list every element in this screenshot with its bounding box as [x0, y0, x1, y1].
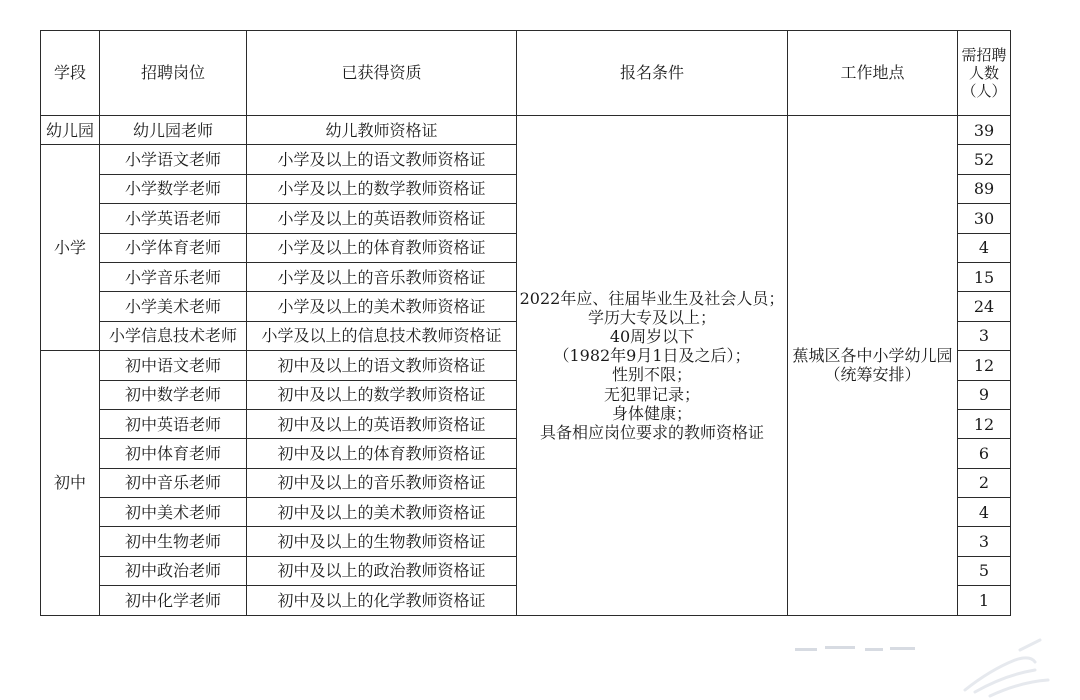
- position-cell: 初中美术老师: [100, 498, 247, 527]
- position-cell: 初中体育老师: [100, 439, 247, 468]
- watermark-logo: [790, 630, 1070, 700]
- table-body: [41, 116, 1011, 616]
- qualification-cell: 小学及以上的美术教师资格证: [247, 292, 517, 321]
- count-cell: 6: [958, 439, 1011, 468]
- position-cell: 初中英语老师: [100, 409, 247, 438]
- count-cell: 89: [958, 174, 1011, 203]
- header-need-line: （人）: [961, 82, 1007, 100]
- header-need-line: 需招聘: [961, 46, 1007, 64]
- level-cell: 幼儿园: [41, 116, 100, 145]
- header-qualification: 已获得资质: [247, 31, 517, 116]
- qualification-cell: 初中及以上的语文教师资格证: [247, 351, 517, 380]
- condition-line: 学历大专及以上；: [587, 307, 716, 327]
- count-cell: 9: [958, 380, 1011, 409]
- count-cell: 39: [958, 116, 1011, 145]
- count-cell: 3: [958, 321, 1011, 350]
- position-cell: 小学英语老师: [100, 204, 247, 233]
- condition-line: 无犯罪记录；: [603, 384, 700, 404]
- condition-line: 身体健康；: [611, 403, 692, 423]
- qualification-cell: 初中及以上的政治教师资格证: [247, 556, 517, 585]
- location-line: 蕉城区各中小学幼儿园: [792, 346, 953, 366]
- position-cell: 小学体育老师: [100, 233, 247, 262]
- count-cell: 12: [958, 351, 1011, 380]
- qualification-cell: 小学及以上的语文教师资格证: [247, 145, 517, 174]
- location-cell: [788, 116, 958, 616]
- condition-line: 40周岁以下: [609, 326, 695, 346]
- position-cell: 初中语文老师: [100, 351, 247, 380]
- header-position: 招聘岗位: [100, 31, 247, 116]
- position-cell: 初中音乐老师: [100, 468, 247, 497]
- qualification-cell: 小学及以上的音乐教师资格证: [247, 262, 517, 291]
- header-need-count: [958, 31, 1011, 116]
- qualification-cell: 幼儿教师资格证: [247, 116, 517, 145]
- table-row: [41, 116, 1011, 145]
- header-conditions: 报名条件: [517, 31, 788, 116]
- position-cell: 幼儿园老师: [100, 116, 247, 145]
- position-cell: 小学美术老师: [100, 292, 247, 321]
- level-cell: 初中: [41, 351, 100, 616]
- level-cell: 小学: [41, 145, 100, 351]
- condition-line: （1982年9月1日及之后）；: [553, 346, 751, 366]
- position-cell: 小学信息技术老师: [100, 321, 247, 350]
- count-cell: 12: [958, 409, 1011, 438]
- count-cell: 15: [958, 262, 1011, 291]
- header-location: 工作地点: [788, 31, 958, 116]
- count-cell: 30: [958, 204, 1011, 233]
- header-level: 学段: [41, 31, 100, 116]
- header-need-line: 人数: [968, 64, 999, 82]
- qualification-cell: 初中及以上的美术教师资格证: [247, 498, 517, 527]
- count-cell: 5: [958, 556, 1011, 585]
- qualification-cell: 小学及以上的体育教师资格证: [247, 233, 517, 262]
- position-cell: 初中数学老师: [100, 380, 247, 409]
- qualification-cell: 初中及以上的音乐教师资格证: [247, 468, 517, 497]
- conditions-cell: [517, 116, 788, 616]
- condition-line: 性别不限；: [611, 365, 692, 385]
- header-row: [41, 31, 1011, 116]
- position-cell: 小学音乐老师: [100, 262, 247, 291]
- qualification-cell: 初中及以上的英语教师资格证: [247, 409, 517, 438]
- qualification-cell: 小学及以上的信息技术教师资格证: [247, 321, 517, 350]
- qualification-cell: 初中及以上的生物教师资格证: [247, 527, 517, 556]
- count-cell: 24: [958, 292, 1011, 321]
- count-cell: 3: [958, 527, 1011, 556]
- position-cell: 初中化学老师: [100, 586, 247, 615]
- location-line: （统筹安排）: [824, 365, 921, 385]
- condition-line: 2022年应、往届毕业生及社会人员；: [519, 288, 785, 308]
- qualification-cell: 小学及以上的数学教师资格证: [247, 174, 517, 203]
- position-cell: 初中政治老师: [100, 556, 247, 585]
- position-cell: 小学语文老师: [100, 145, 247, 174]
- count-cell: 52: [958, 145, 1011, 174]
- position-cell: 初中生物老师: [100, 527, 247, 556]
- count-cell: 2: [958, 468, 1011, 497]
- recruitment-table: [40, 30, 1011, 616]
- condition-line: 具备相应岗位要求的教师资格证: [539, 422, 764, 442]
- count-cell: 4: [958, 498, 1011, 527]
- count-cell: 4: [958, 233, 1011, 262]
- qualification-cell: 初中及以上的化学教师资格证: [247, 586, 517, 615]
- qualification-cell: 初中及以上的数学教师资格证: [247, 380, 517, 409]
- count-cell: 1: [958, 586, 1011, 615]
- position-cell: 小学数学老师: [100, 174, 247, 203]
- qualification-cell: 初中及以上的体育教师资格证: [247, 439, 517, 468]
- qualification-cell: 小学及以上的英语教师资格证: [247, 204, 517, 233]
